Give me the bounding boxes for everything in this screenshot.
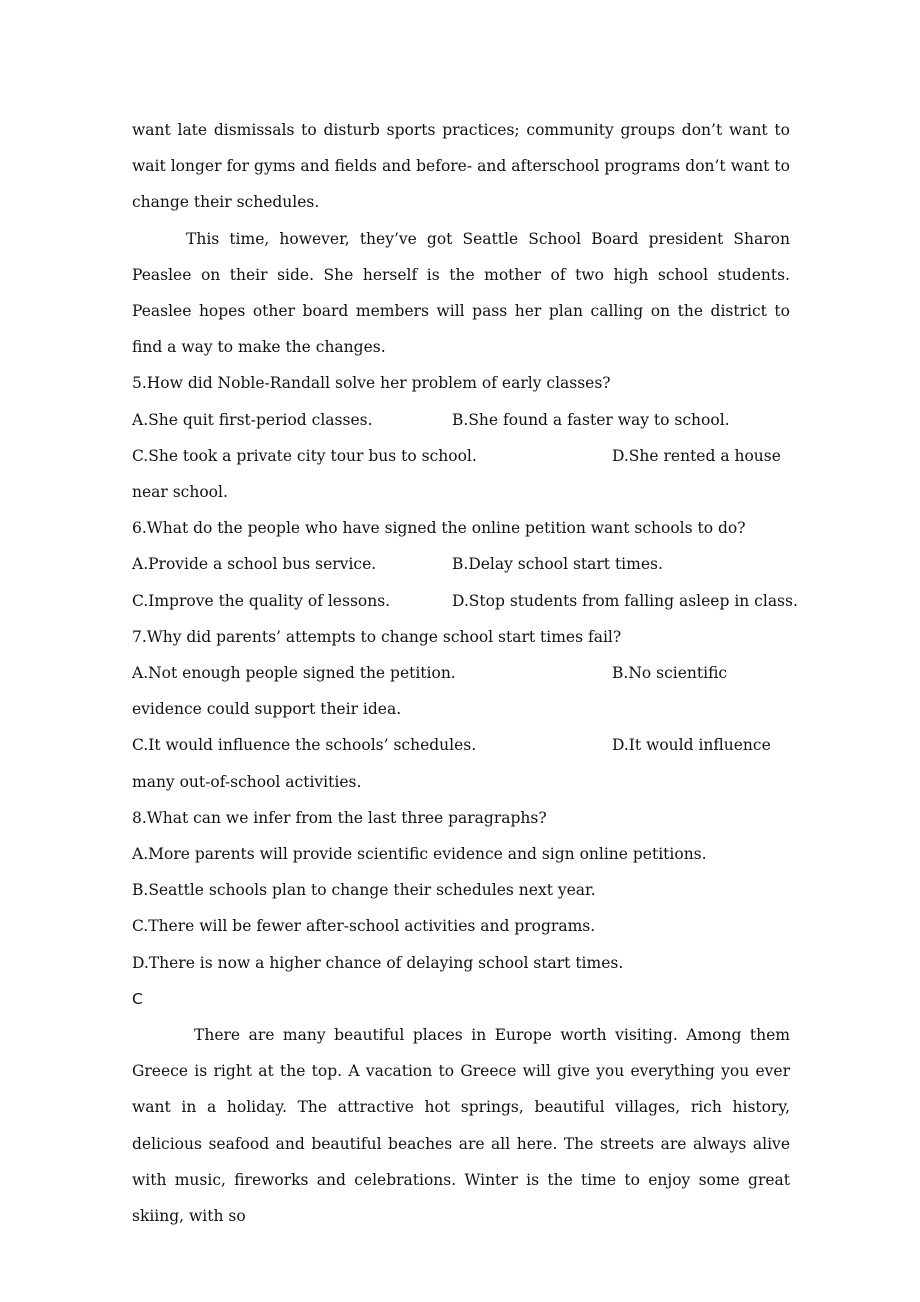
page-content — [132, 112, 798, 1234]
option-7d: D.It would influence — [612, 736, 771, 755]
option-7b: B.No scientific — [612, 663, 728, 682]
option-7a: A.Not enough people signed the petition. — [132, 663, 456, 682]
question-7-stem: 7.Why did parents’ attempts to change school start times fail? — [132, 627, 622, 646]
question-5-stem: 5.How did Noble-Randall solve her problem of early classes? — [132, 374, 611, 393]
question-6-options-cd — [132, 583, 798, 619]
option-6d: D.Stop students from falling asleep in class. — [452, 591, 798, 610]
question-7-options-cd — [132, 727, 790, 763]
passage-c-heading: C — [132, 989, 143, 1008]
question-8-stem: 8.What can we infer from the last three paragraphs? — [132, 808, 547, 827]
option-5b: B.She found a faster way to school. — [452, 410, 730, 429]
option-6b: B.Delay school start times. — [452, 555, 663, 574]
option-8d: D.There is now a higher chance of delaying school start times. — [132, 953, 624, 972]
option-8c: C.There will be fewer after-school activities and programs. — [132, 917, 596, 936]
option-7d-continued: many out-of-school activities. — [132, 772, 362, 791]
option-5c: C.She took a private city tour bus to school. — [132, 446, 477, 465]
question-7-option-d-continued — [132, 764, 790, 800]
option-6c: C.Improve the quality of lessons. — [132, 591, 391, 610]
option-5d: D.She rented a house — [612, 446, 781, 465]
option-7c: C.It would influence the schools’ schedules. — [132, 736, 477, 755]
question-6-stem: 6.What do the people who have signed the online petition want schools to do? — [132, 519, 746, 538]
paragraph-peaslee: This time, however, they’ve got Seattle School Board president Sharon Peaslee on their side. She herself is the mother of two high school students. Peaslee hopes other board members will pass her plan calling on the district to find a way to make the changes. — [132, 229, 790, 357]
option-7b-continued: evidence could support their idea. — [132, 700, 402, 719]
option-6a: A.Provide a school bus service. — [132, 555, 377, 574]
passage-c-paragraph: There are many beautiful places in Europe worth visiting. Among them Greece is right at the top. A vacation to Greece will give you everything you ever want in a holiday. The attractive hot springs, beautiful villages, rich history, delicious seafood and beautiful beaches are all here. The streets are always alive with music, fireworks and celebrations. Winter is the time to enjoy some great skiing, with so — [132, 1025, 790, 1225]
option-5a: A.She quit first-period classes. — [132, 410, 373, 429]
option-8b: B.Seattle schools plan to change their schedules next year. — [132, 881, 596, 900]
question-7-options-ab — [132, 655, 790, 691]
question-5-options-ab — [132, 402, 790, 438]
question-6-options-ab — [132, 546, 790, 582]
option-8a: A.More parents will provide scientific evidence and sign online petitions. — [132, 844, 707, 863]
paragraph-continued: want late dismissals to disturb sports practices; community groups don’t want to wait longer for gyms and fields and before- and afterschool programs don’t want to change their schedules. — [132, 121, 790, 212]
option-5d-continued: near school. — [132, 483, 228, 501]
question-5-option-d-continued — [132, 474, 790, 510]
question-7-option-b-continued — [132, 691, 790, 727]
question-5-options-cd — [132, 438, 790, 474]
